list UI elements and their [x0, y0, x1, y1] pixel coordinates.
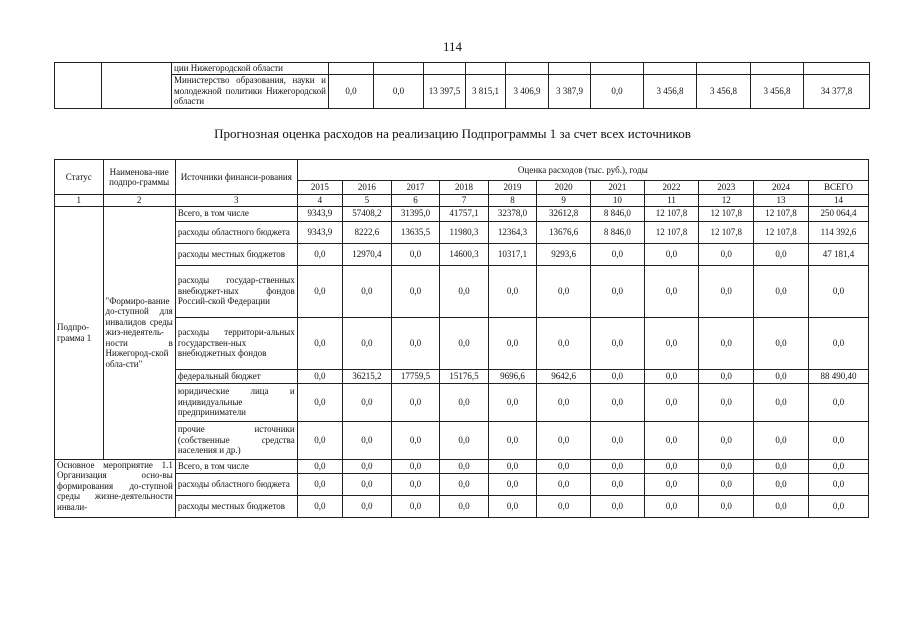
value-cell: 0,0	[808, 459, 868, 473]
value-cell: 0,0	[440, 459, 489, 473]
value-cell: 0,0	[699, 421, 754, 459]
value-cell: 0,0	[808, 383, 868, 421]
value-cell: 0,0	[488, 473, 537, 495]
value-cell: 0,0	[391, 421, 440, 459]
source-cell: расходы местных бюджетов	[175, 495, 297, 517]
value-cell: 0,0	[590, 495, 644, 517]
value-cell: 0,0	[537, 421, 591, 459]
value-cell: 0,0	[297, 369, 342, 383]
value-cell: 0,0	[590, 421, 644, 459]
value-cell: 15176,5	[440, 369, 489, 383]
value-cell: 0,0	[440, 265, 489, 317]
value-cell: 0,0	[591, 74, 644, 108]
value-cell: 0,0	[488, 421, 537, 459]
year-header: 2017	[391, 181, 440, 195]
value-cell: 0,0	[699, 243, 754, 265]
value-cell: 57408,2	[343, 206, 392, 221]
table-row	[55, 206, 869, 221]
value-cell: 36215,2	[343, 369, 392, 383]
value-cell: 0,0	[488, 459, 537, 473]
source-cell: расходы областного бюджета	[175, 473, 297, 495]
source-cell: расходы областного бюджета	[175, 221, 297, 243]
column-number: 1	[55, 195, 104, 207]
value-cell: 0,0	[297, 265, 342, 317]
value-cell: 0,0	[808, 317, 868, 369]
table-row	[55, 495, 869, 517]
value-cell: 0,0	[754, 369, 809, 383]
year-header: 2015	[297, 181, 342, 195]
value-cell: 0,0	[644, 473, 699, 495]
value-cell: 0,0	[754, 421, 809, 459]
value-cell: 0,0	[440, 473, 489, 495]
value-cell: 9343,9	[297, 206, 342, 221]
value-cell: 32378,0	[488, 206, 537, 221]
column-number: 3	[175, 195, 297, 207]
value-cell: 0,0	[391, 317, 440, 369]
source-cell: федеральный бюджет	[175, 369, 297, 383]
value-cell: 8 846,0	[590, 206, 644, 221]
value-cell: 0,0	[297, 243, 342, 265]
value-cell: 0,0	[590, 265, 644, 317]
year-header: 2019	[488, 181, 537, 195]
year-header: ВСЕГО	[808, 181, 868, 195]
value-cell: 0,0	[391, 383, 440, 421]
value-cell: 0,0	[754, 265, 809, 317]
value-cell: 0,0	[391, 473, 440, 495]
value-cell: 88 490,40	[808, 369, 868, 383]
header-estimate: Оценка расходов (тыс. руб.), годы	[297, 160, 868, 181]
value-cell: 9293,6	[537, 243, 591, 265]
value-cell: 0,0	[699, 265, 754, 317]
value-cell: 0,0	[699, 369, 754, 383]
value-cell: 0,0	[590, 473, 644, 495]
value-cell: 0,0	[440, 317, 489, 369]
year-header: 2016	[343, 181, 392, 195]
value-cell: 12364,3	[488, 221, 537, 243]
value-cell: 0,0	[297, 317, 342, 369]
column-number: 13	[754, 195, 809, 207]
value-cell: 17759,5	[391, 369, 440, 383]
value-cell: 12 107,8	[754, 221, 809, 243]
source-cell: расходы территори-альных государствен-ных внебюджетных фондов	[175, 317, 297, 369]
value-cell: 0,0	[808, 473, 868, 495]
status-cell: Основное мероприятие 1.1 Организация осно-вы формирования до-ступной среды жизне-деятельности инвали-	[55, 459, 176, 517]
value-cell: 0,0	[297, 383, 342, 421]
year-header: 2024	[754, 181, 809, 195]
value-cell: 8222,6	[343, 221, 392, 243]
value-cell: 0,0	[440, 495, 489, 517]
value-cell: 12970,4	[343, 243, 392, 265]
value-cell: 31395,0	[391, 206, 440, 221]
value-cell: 0,0	[808, 421, 868, 459]
source-cell: Всего, в том числе	[175, 459, 297, 473]
value-cell: 0,0	[699, 317, 754, 369]
value-cell: 250 064,4	[808, 206, 868, 221]
value-cell: 0,0	[488, 265, 537, 317]
value-cell: 0,0	[488, 495, 537, 517]
value-cell: 12 107,8	[754, 206, 809, 221]
value-cell: 0,0	[754, 383, 809, 421]
column-number: 8	[488, 195, 537, 207]
value-cell: 34 377,8	[804, 74, 870, 108]
value-cell: 0,0	[644, 459, 699, 473]
value-cell: 3 815,1	[466, 74, 506, 108]
status-cell: Подпро-грамма 1	[55, 206, 104, 459]
value-cell: 32612,8	[537, 206, 591, 221]
expenditure-table	[54, 159, 869, 518]
value-cell: 3 456,8	[697, 74, 751, 108]
value-cell: 0,0	[590, 243, 644, 265]
value-cell: 0,0	[644, 243, 699, 265]
value-cell: 0,0	[343, 473, 392, 495]
value-cell: 0,0	[590, 369, 644, 383]
value-cell: 0,0	[537, 473, 591, 495]
value-cell: 0,0	[537, 495, 591, 517]
value-cell: 0,0	[537, 265, 591, 317]
value-cell: 0,0	[537, 317, 591, 369]
column-number: 14	[808, 195, 868, 207]
value-cell: 41757,1	[440, 206, 489, 221]
column-number: 5	[343, 195, 392, 207]
value-cell: 0,0	[343, 317, 392, 369]
year-header: 2018	[440, 181, 489, 195]
column-number: 11	[644, 195, 699, 207]
column-number: 9	[537, 195, 591, 207]
value-cell: 0,0	[440, 421, 489, 459]
table-row	[55, 221, 869, 243]
value-cell: 0,0	[644, 265, 699, 317]
value-cell: 0,0	[590, 317, 644, 369]
value-cell: 0,0	[699, 459, 754, 473]
value-cell: 14600,3	[440, 243, 489, 265]
header-status: Статус	[55, 160, 104, 195]
value-cell: 0,0	[644, 317, 699, 369]
table-row	[55, 243, 869, 265]
value-cell: 3 456,8	[644, 74, 697, 108]
year-header: 2023	[699, 181, 754, 195]
value-cell: 13 397,5	[424, 74, 466, 108]
table-row	[55, 459, 869, 473]
table-row	[55, 317, 869, 369]
value-cell: 0,0	[590, 459, 644, 473]
value-cell: 0,0	[343, 421, 392, 459]
value-cell: 0,0	[754, 317, 809, 369]
value-cell: 9642,6	[537, 369, 591, 383]
table-row	[55, 421, 869, 459]
value-cell: 0,0	[374, 74, 424, 108]
table-row	[55, 383, 869, 421]
value-cell: 0,0	[808, 265, 868, 317]
column-number-row	[55, 195, 869, 207]
value-cell: 3 406,9	[506, 74, 549, 108]
value-cell: 0,0	[699, 495, 754, 517]
value-cell: 47 181,4	[808, 243, 868, 265]
source-cell: Министерство образования, науки и молодежной политики Нижегородской области	[172, 74, 329, 108]
table-row	[55, 369, 869, 383]
year-header: 2022	[644, 181, 699, 195]
column-number: 12	[699, 195, 754, 207]
column-number: 7	[440, 195, 489, 207]
value-cell: 0,0	[343, 495, 392, 517]
value-cell: 0,0	[488, 383, 537, 421]
table-row	[55, 473, 869, 495]
source-cell: юридические лица и индивидуальные предприниматели	[175, 383, 297, 421]
source-cell: прочие источники (собственные средства населения и др.)	[175, 421, 297, 459]
value-cell: 12 107,8	[699, 206, 754, 221]
year-header: 2021	[590, 181, 644, 195]
value-cell: 0,0	[297, 459, 342, 473]
value-cell: 0,0	[488, 317, 537, 369]
value-cell: 10317,1	[488, 243, 537, 265]
header-sources: Источники финанси-рования	[175, 160, 297, 195]
value-cell: 12 107,8	[699, 221, 754, 243]
value-cell: 0,0	[297, 473, 342, 495]
value-cell: 0,0	[391, 265, 440, 317]
value-cell: 0,0	[537, 383, 591, 421]
value-cell: 0,0	[343, 459, 392, 473]
header-name: Наименова-ние подпро-граммы	[103, 160, 175, 195]
column-number: 4	[297, 195, 342, 207]
subprogram-name-cell: "Формиро-вание до-ступной для инвалидов среды жиз-недеятель-ности в Нижегород-ской обла-сти"	[103, 206, 175, 459]
value-cell: 0,0	[329, 74, 374, 108]
value-cell: 11980,3	[440, 221, 489, 243]
source-cell: Всего, в том числе	[175, 206, 297, 221]
header-row	[55, 160, 869, 181]
source-cell: ции Нижегородской области	[172, 63, 329, 75]
page-number: 114	[442, 39, 463, 54]
value-cell: 3 456,8	[751, 74, 804, 108]
value-cell: 0,0	[343, 265, 392, 317]
value-cell: 0,0	[644, 383, 699, 421]
value-cell: 0,0	[391, 459, 440, 473]
value-cell: 0,0	[644, 421, 699, 459]
value-cell: 0,0	[343, 383, 392, 421]
year-header: 2020	[537, 181, 591, 195]
table-row	[55, 63, 870, 75]
value-cell: 13635,5	[391, 221, 440, 243]
value-cell: 0,0	[754, 495, 809, 517]
value-cell: 9343,9	[297, 221, 342, 243]
table-row	[55, 74, 870, 108]
section-heading: Прогнозная оценка расходов на реализацию Подпрограммы 1 за счет всех источников	[214, 126, 691, 141]
value-cell: 0,0	[699, 473, 754, 495]
value-cell: 3 387,9	[549, 74, 591, 108]
value-cell: 12 107,8	[644, 206, 699, 221]
value-cell: 0,0	[808, 495, 868, 517]
value-cell: 8 846,0	[590, 221, 644, 243]
value-cell: 0,0	[297, 421, 342, 459]
value-cell: 12 107,8	[644, 221, 699, 243]
value-cell: 0,0	[644, 495, 699, 517]
column-number: 6	[391, 195, 440, 207]
table-row	[55, 265, 869, 317]
value-cell: 9696,6	[488, 369, 537, 383]
value-cell: 0,0	[754, 473, 809, 495]
source-cell: расходы государ-ственных внебюджет-ных фондов Россий-ской Федерации	[175, 265, 297, 317]
column-number: 10	[590, 195, 644, 207]
column-number: 2	[103, 195, 175, 207]
value-cell: 0,0	[644, 369, 699, 383]
value-cell: 0,0	[699, 383, 754, 421]
value-cell: 114 392,6	[808, 221, 868, 243]
value-cell: 0,0	[391, 495, 440, 517]
value-cell: 0,0	[440, 383, 489, 421]
value-cell: 0,0	[537, 459, 591, 473]
value-cell: 0,0	[297, 495, 342, 517]
value-cell: 13676,6	[537, 221, 591, 243]
value-cell: 0,0	[754, 243, 809, 265]
value-cell: 0,0	[754, 459, 809, 473]
source-cell: расходы местных бюджетов	[175, 243, 297, 265]
value-cell: 0,0	[590, 383, 644, 421]
continuation-table	[54, 62, 870, 109]
value-cell: 0,0	[391, 243, 440, 265]
